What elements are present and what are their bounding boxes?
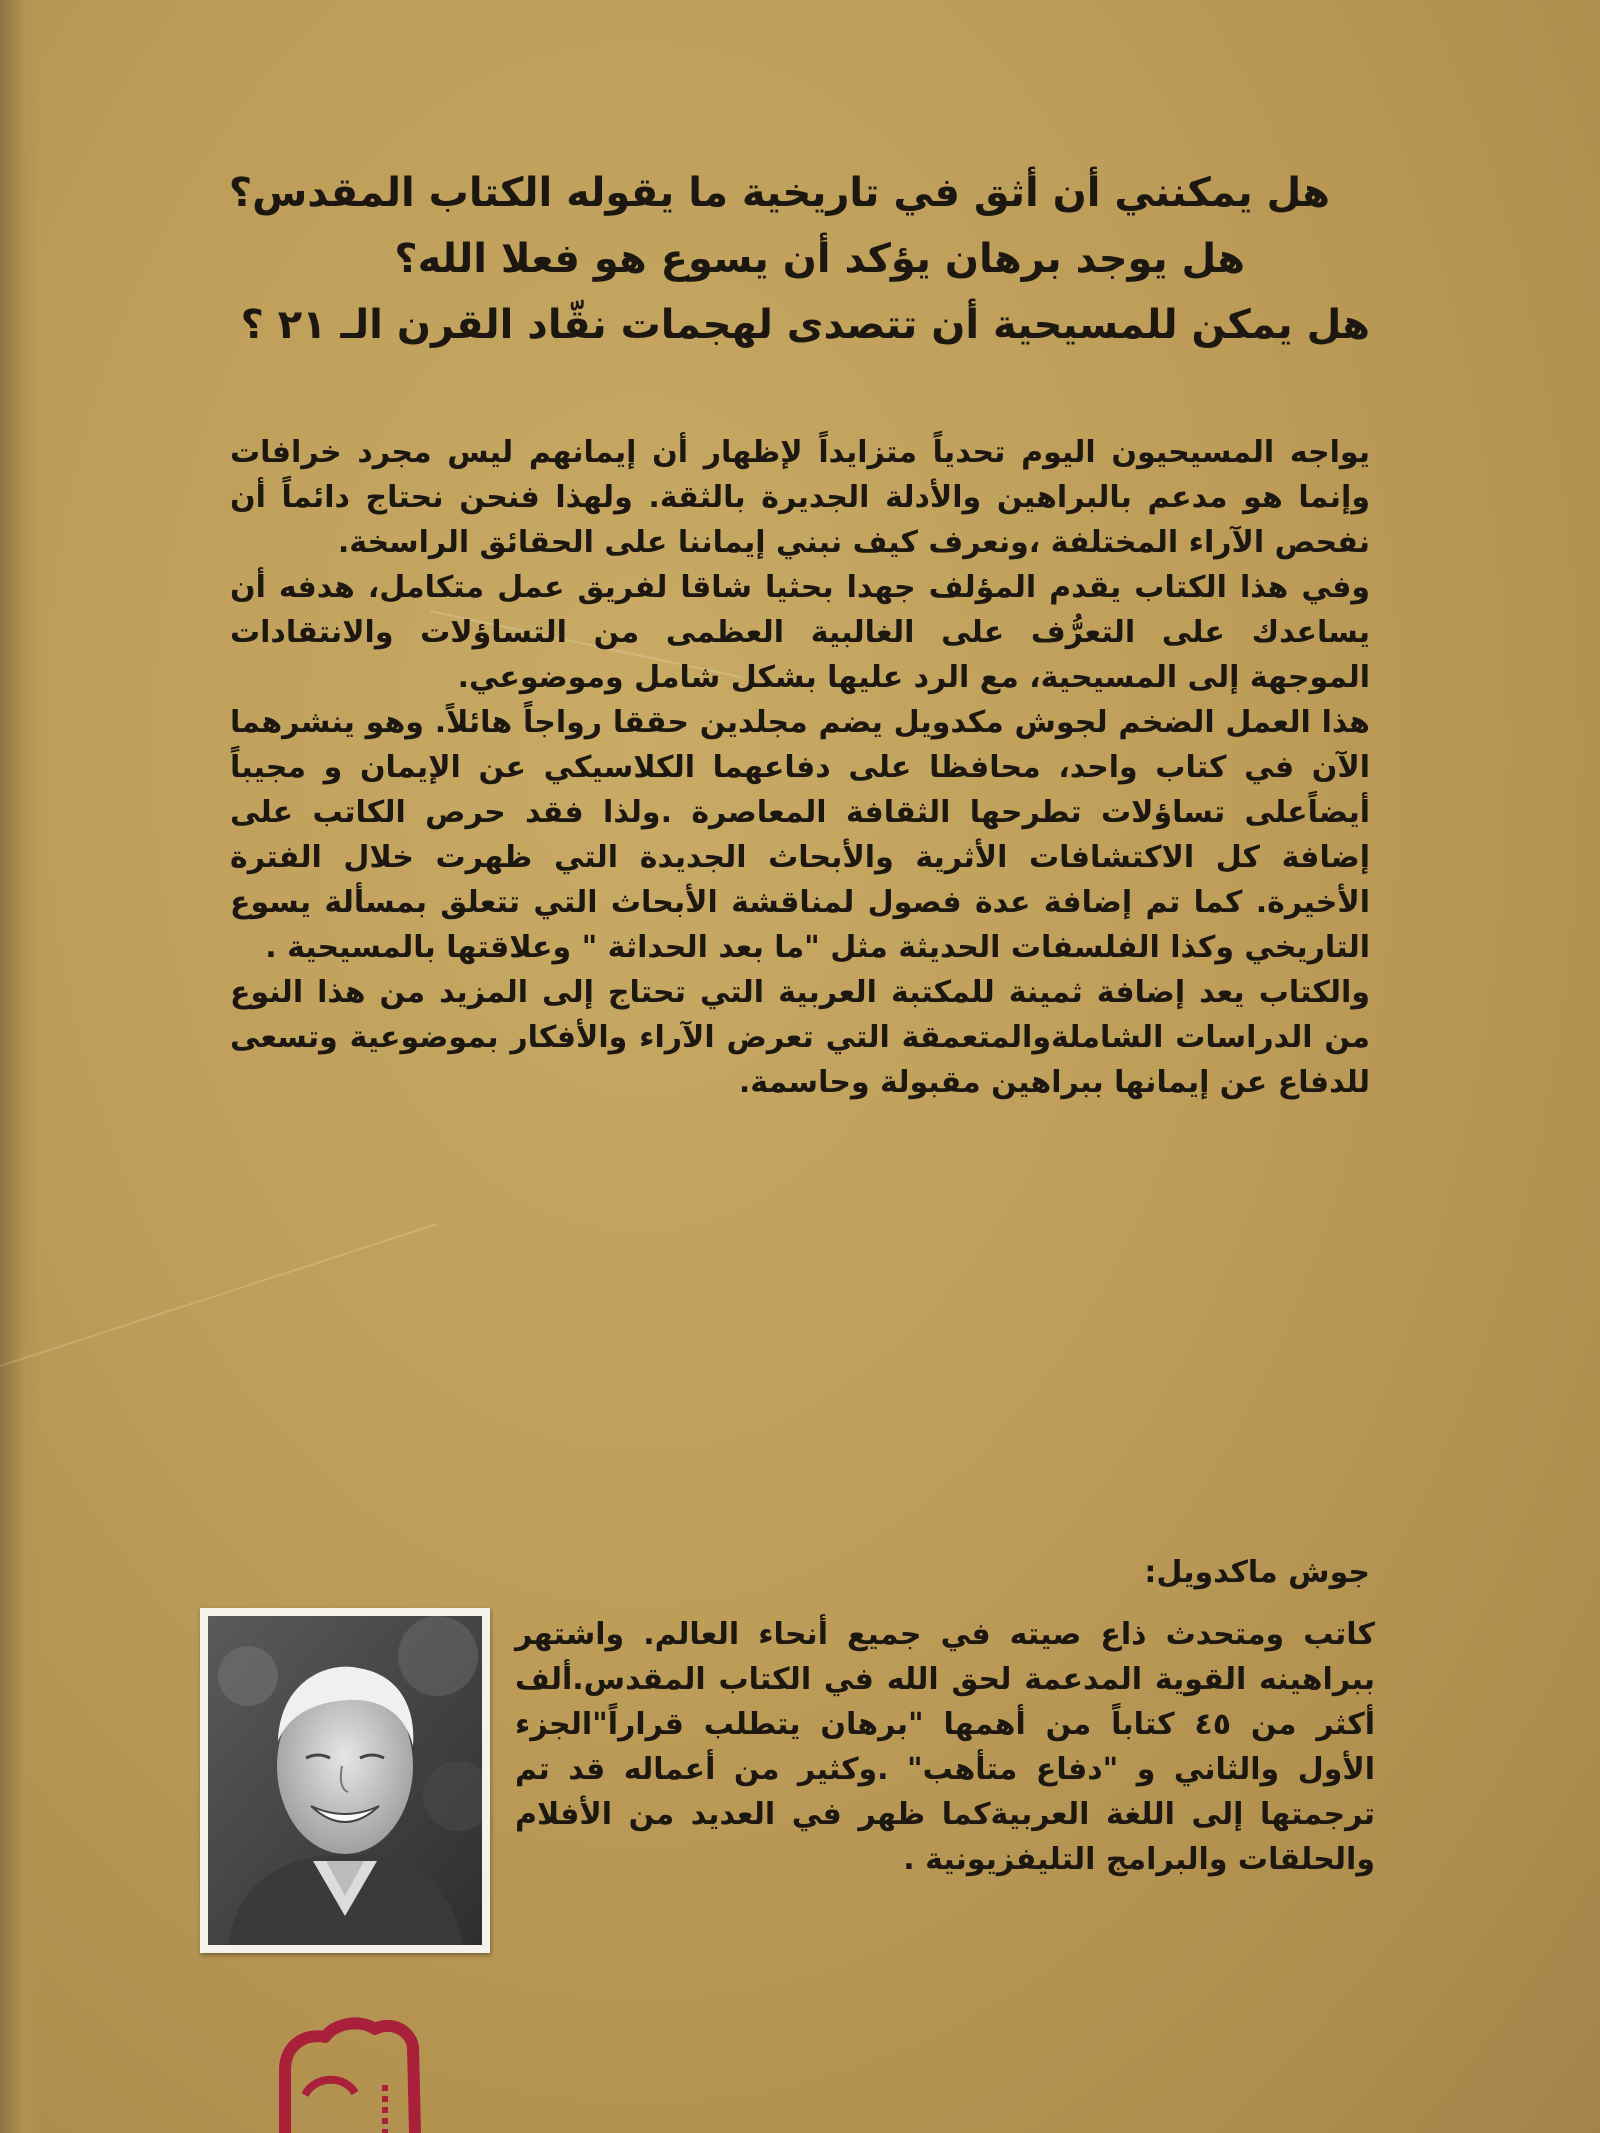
paragraph-4: والكتاب يعد إضافة ثمينة للمكتبة العربية التي تحتاج إلى المزيد من هذا النوع من الدراسات الشاملةوالمتعمقة التي تعرض الآراء والأفكار بموضوعية وتسعى للدفاع عن إيمانها ببراهين مقبولة وحاسمة. xyxy=(230,975,1370,1100)
author-photo xyxy=(200,1608,490,1953)
paragraph-1: يواجه المسيحيون اليوم تحدياً متزايداً لإظهار أن إيمانهم ليس مجرد خرافات وإنما هو مدعم بالبراهين والأدلة الجديرة بالثقة. ولهذا فنحن نحتاج دائماً أن نفحص الآراء المختلفة ،ونعرف كيف نبني إيماننا على الحقائق الراسخة. xyxy=(230,435,1370,560)
author-bio: كاتب ومتحدث ذاع صيته في جميع أنحاء العالم. واشتهر ببراهينه القوية المدعمة لحق الله في الكتاب المقدس.ألف أكثر من ٤٥ كتاباً من أهمها "برهان يتطلب قراراً"الجزء الأول والثاني و "دفاع متأهب" .وكثير من أعماله قد تم ترجمتها إلى اللغة العربيةكما ظهر في العديد من الأفلام والحلقات والبرامج التليفزيونية . xyxy=(515,1617,1375,1877)
question-3: هل يمكن للمسيحية أن تتصدى لهجمات نقّاد القرن الـ ٢١ ؟ xyxy=(240,302,1370,348)
question-1: هل يمكنني أن أثق في تاريخية ما يقوله الكتاب المقدس؟ xyxy=(228,170,1330,216)
questions-block xyxy=(230,160,1370,358)
question-2: هل يوجد برهان يؤكد أن يسوع هو فعلا الله؟ xyxy=(394,236,1245,282)
back-cover-text xyxy=(230,160,1370,1105)
author-portrait-image xyxy=(208,1616,482,1945)
publisher-logo-icon xyxy=(265,2015,425,2133)
cover-crease xyxy=(0,1223,438,1367)
author-heading: جوش ماكدويل: xyxy=(1144,1555,1370,1590)
paragraph-3: هذا العمل الضخم لجوش مكدويل يضم مجلدين حققا رواجاً هائلاً. وهو ينشرهما الآن في كتاب واحد، محافظا على دفاعهما الكلاسيكي عن الإيمان و مجيباً أيضاًعلى تساؤلات تطرحها الثقافة المعاصرة .ولذا فقد حرص الكاتب على إضافة كل الاكتشافات الأثرية والأبحاث الجديدة التي ظهرت خلال الفترة الأخيرة. كما تم إضافة عدة فصول لمناقشة الأبحاث التي تتعلق بمسألة يسوع التاريخي وكذا الفلسفات الحديثة مثل "ما بعد الحداثة " وعلاقتها بالمسيحية . xyxy=(230,705,1370,965)
paragraph-2: وفي هذا الكتاب يقدم المؤلف جهدا بحثيا شاقا لفريق عمل متكامل، هدفه أن يساعدك على التعرُّف على الغالبية العظمى من التساؤلات والانتقادات الموجهة إلى المسيحية، مع الرد عليها بشكل شامل وموضوعي. xyxy=(230,570,1370,695)
description-body xyxy=(230,430,1370,1105)
cover-edge-shadow xyxy=(0,0,40,2133)
